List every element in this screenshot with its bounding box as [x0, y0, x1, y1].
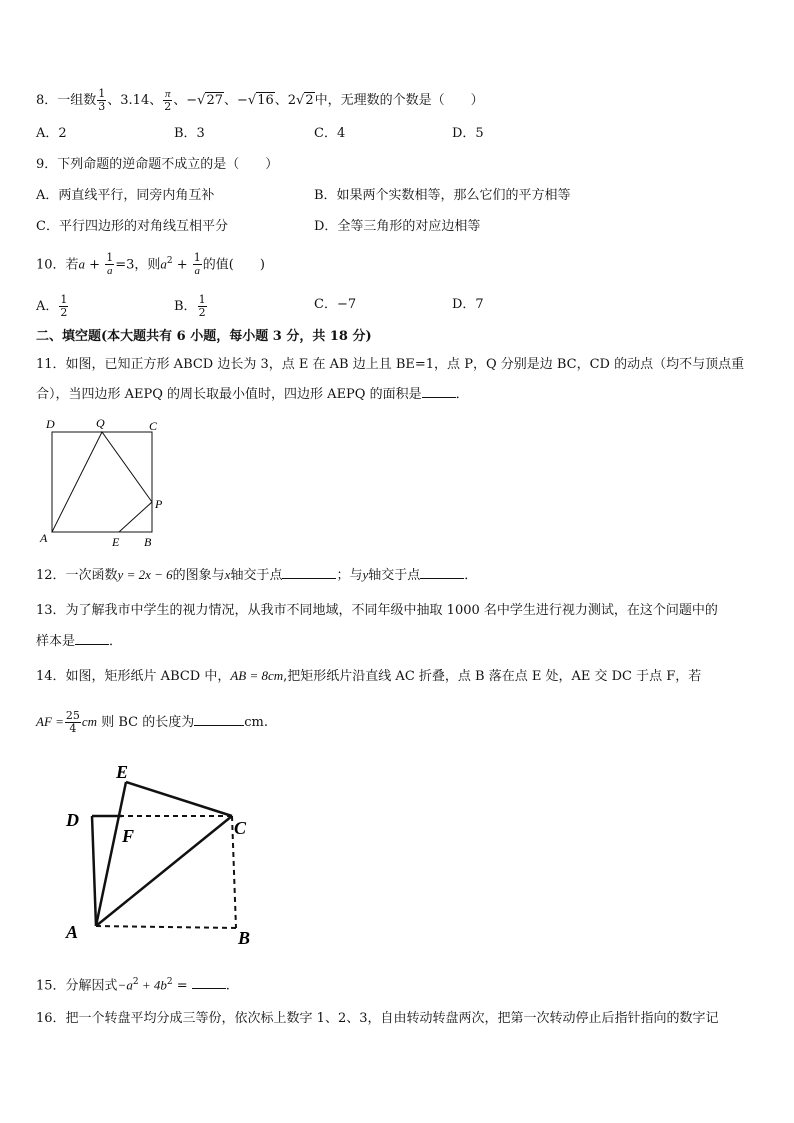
- q10-option-c: C．−7: [314, 297, 357, 312]
- q10-option-a: A． $\frac{1}{2}$: [36, 293, 68, 319]
- q8-stem: 8．一组数 $\frac{1}{3}$ 、3.14、 $\frac{\pi}{2}$ 、−√27、−√16、2√2中，无理数的个数是（ ）: [36, 87, 484, 113]
- square-abcd: [52, 432, 152, 532]
- label-a: A: [66, 922, 79, 942]
- section-2-heading: 二、填空题(本大题共有 6 小题，每小题 3 分，共 18 分): [36, 329, 372, 344]
- q15-stem: 15．分解因式$-a^2 + 4b^2$ = .: [36, 977, 230, 994]
- q8-option-a: A．2: [36, 126, 67, 141]
- q13-line-1: 13．为了解我市中学生的视力情况，从我市不同地域，不同年级中抽取 1000 名中学生进行视力测试，在这个问题中的: [36, 603, 718, 618]
- q14-fraction-25-4: $\frac{25}{4}$: [65, 709, 80, 735]
- q9-option-a: A．两直线平行，同旁内角互补: [36, 188, 215, 203]
- q10-stem: 10．若a + $\frac{1}{a}$ =3，则$a^2$ + $\frac{1}{a}$ 的值( ): [36, 251, 265, 278]
- q10-fraction-1-a2: $\frac{1}{a}$: [193, 251, 201, 278]
- q8-sqrt-2: 2: [305, 93, 314, 108]
- q9-option-c: C．平行四边形的对角线互相平分: [36, 219, 228, 234]
- q8-fraction-pi-2: $\frac{\pi}{2}$: [164, 88, 172, 113]
- edge-ab-dashed: [96, 926, 236, 928]
- q9-option-d: D．全等三角形的对应边相等: [314, 219, 481, 234]
- q10-option-b: B． $\frac{1}{2}$: [174, 293, 206, 319]
- label-f: F: [122, 826, 135, 846]
- q10-fraction-1-a: $\frac{1}{a}$: [106, 251, 114, 278]
- q12-blank-x: [282, 566, 336, 579]
- q11-line-2: 合），当四边形 AEPQ 的周长取最小值时，四边形 AEPQ 的面积是 ．: [36, 387, 469, 402]
- q11-answer-blank: [422, 385, 456, 398]
- q8-sqrt-27: 27: [206, 93, 223, 108]
- q9-option-b: B．如果两个实数相等，那么它们的平方相等: [314, 188, 571, 203]
- q8-option-c: C．4: [314, 126, 346, 141]
- q8-sqrt-16: 16: [257, 93, 274, 108]
- q11-square-figure: [36, 412, 176, 552]
- label-b: B: [238, 928, 251, 948]
- q8-option-d: D．5: [452, 126, 484, 141]
- label-e: E: [116, 762, 129, 782]
- q14-fold-figure: [60, 760, 270, 950]
- q12-blank-y: [420, 566, 464, 579]
- label-q: Q: [96, 416, 105, 430]
- label-e: E: [112, 535, 120, 549]
- label-c: C: [149, 419, 158, 433]
- q8-fraction-1-3: $\frac{1}{3}$: [98, 87, 106, 113]
- label-a: A: [40, 531, 48, 545]
- q9-stem: 9．下列命题的逆命题不成立的是（ ）: [36, 157, 279, 172]
- q10-option-d: D．7: [452, 297, 484, 312]
- q11-line-1: 11．如图，已知正方形 ABCD 边长为 3，点 E 在 AB 边上且 BE=1，点 P，Q 分别是边 BC，CD 的动点（均不与顶点重: [36, 357, 745, 372]
- q13-line-2: 样本是 ．: [36, 634, 123, 649]
- q13-answer-blank: [75, 632, 109, 645]
- q12-stem: 12．一次函数y = 2x − 6的图象与x轴交于点 ；与y轴交于点 ．: [36, 567, 478, 583]
- q14-line-1: 14．如图，矩形纸片 ABCD 中，AB = 8cm,把矩形纸片沿直线 AC 折叠，点 B 落在点 E 处，AE 交 DC 于点 F，若: [36, 668, 702, 684]
- label-b: B: [144, 535, 152, 549]
- label-d: D: [66, 810, 79, 830]
- edge-ec: [126, 782, 232, 816]
- q8-option-b: B．3: [174, 126, 205, 141]
- q14-answer-blank: [194, 713, 244, 726]
- q16-line-1: 16．把一个转盘平均分成三等份，依次标上数字 1、2、3，自由转动转盘两次，把第一次转动停止后指针指向的数字记: [36, 1011, 719, 1026]
- label-c: C: [234, 818, 247, 838]
- q14-line-2: AF = $\frac{25}{4}$ cm 则 BC 的长度为 cm.: [36, 709, 268, 735]
- q15-answer-blank: [192, 976, 226, 989]
- edge-da: [92, 816, 96, 926]
- quadrilateral-aepq: [52, 432, 152, 532]
- label-p: P: [155, 497, 163, 511]
- label-d: D: [46, 417, 55, 431]
